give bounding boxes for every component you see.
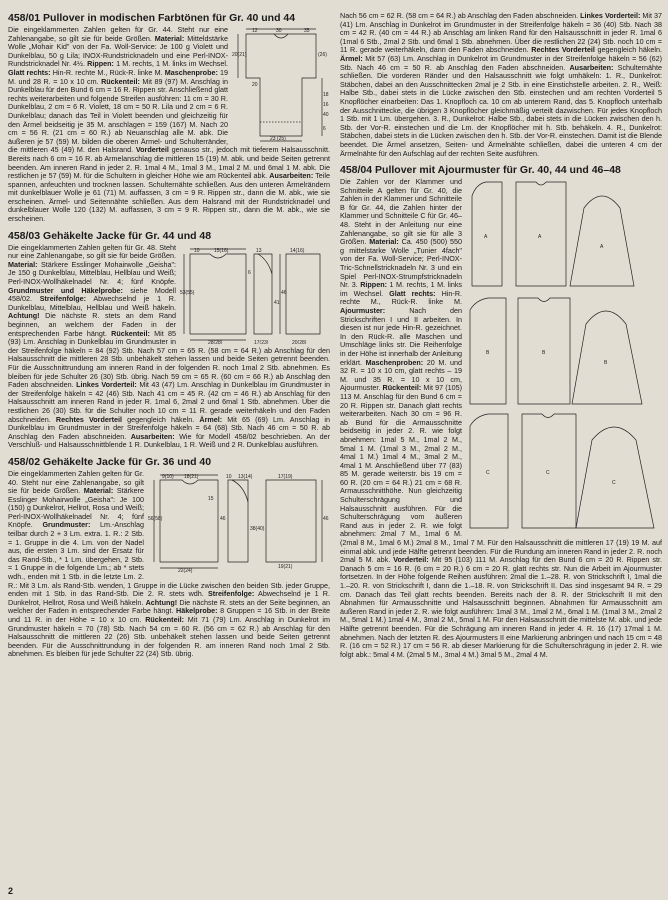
diagram-label: C [612, 480, 616, 487]
ajourmuster-label: Ajourmuster: [340, 306, 386, 315]
section-458-02-continued [340, 12, 662, 158]
aermel-text: Mit 65 (69) Lm. Anschlag in Dunkelblau im Grundmuster in der Streifenfolge häkeln = 64 (68) Stb. Nach 46 cm = 50 R. ab Anschlag den Faden abschneiden. [8, 414, 330, 441]
diagram-label: A [484, 234, 488, 241]
diagram-label: 17(23) [254, 339, 269, 344]
diagram-label: 22(24) [178, 567, 193, 574]
section-458-04 [340, 164, 662, 659]
intro-text: Die eingeklammerten Zahlen gelten für Gr. 40. Steht nur eine Zahlenangabe, so gilt sie für beide Größen. [8, 468, 144, 496]
diagram-label: 10 [194, 247, 200, 254]
diagram-label: 13(14) [238, 473, 253, 480]
diagram-label: 20(21) [232, 52, 247, 58]
maschenprobe-label: Maschenproben: [365, 357, 424, 367]
vorderteil-text: genauso str., jedoch mit tieferem Halsausschnitt. Bereits nach 6 cm = 16 R. ab Armelanschlag die mittleren 15 (19) M. abk. und beide Seiten getrennt beenden. Am inneren Rand in jeder 2. R. 1mal 4 M., 1mal 3 M., 1mal 2 M. und 6mal 1 M. abk. Die restlichen je 57 (59) M. für die Schultern in gleicher Höhe wie am Rückenteil abk. [8, 145, 330, 181]
diagram-label: B [604, 360, 608, 367]
rueckenteil-text: Mit 97 (105) 113 M. Anschlag für den Bund 6 cm = 20 R. Rippen str. Danach glatt rechts weiterarbeiten. Nach 30 cm = 96 R. ab Bund für die Armausschnitte beidseitig in jeder 2. R. wie folgt abnehmen: 1mal 5 M., 1mal 2 M., 5mal 1 M. (1mal 3 M., 2mal 2 M., 4mal 1 M.) 1mal 4 M., 3mal 2 M., 4mal 1 M. Anschließend über 77 (83) 85 M. gerade weiterstr. bis 19 cm = 60 R. (20 cm = 64 R.) 21 cm = 68 R. Armausschnitthöhe. Nun gleichzeitig Schulterschrägung und Halsausschnitt ausführen. Für die Schulterschrägung vom äußeren Rand aus in jeder 2. R. wie folgt abnehmen: 2mal 7 M., 1mal 6 M. (2mal 8 M., 1mal 6 M.) 2mal 8 M., 1mal 7 M. Für den Halsausschnitt die mittleren 17 (19) 19 M. auf einmal abk. und jede Hälfte getrennt beenden. Für die Rundung am inneren Rand in jeder 2. R. noch 2mal 5 M. abk. [340, 383, 662, 565]
diagram-label: 46 [323, 515, 329, 522]
section-458-01 [8, 12, 330, 224]
section-title: 458/03 Gehäkelte Jacke für Gr. 44 und 48 [8, 229, 212, 242]
vorderteil-text: Mit 95 (103) 111 M. Anschlag für den Bund 6 cm = 20 R. Rippen str. Danach 5 cm = 16 R. (6 cm = 20 R.) 6 cm = 20 R. glatt rechts str. Nun die Arbeit im Ajourmuster fortsetzen. In der Höhe folgende Reihen ausführen: 2mal die 1.–28. R. von Strickschrift I, 1mal die 1.–20. R. von Strickschrift I, dann die 1.–18. R. von Strickschrift II. Das sind insgesamt 94 R. = 29 cm. Danach das Teil glatt rechts beenden. Bereits nach der 8. R. der Strickschrift II mit den Abnahmen für Armausschnitte und Halsausschnitt beginnen. Abnahmen für Armausschnitt am äußeren Rand in jeder 2. R. wie folgt ausführen: 1mal 3 M., 1mal 2 M., 6mal 1 M. (1mal 3 M., 2mal 2 M., 5mal 1 M.) 1mal 4 M., 3mal 2 M., 5mal 1 M. Für den Halsausschnitt die mittelste M. abk. und jede Hälfte getrennt beenden. Für die Schrägung am inneren Rand in jeder 4. R. 16 (17) 17mal 1 M. abnehmen. Nach der letzten R. des Ajourmusters II eine Markierung anbringen und nach 15 cm = 48 R. (16 cm = 52 R.) 17 cm = 56 R. ab dieser Markierung für die Schulterschrägung in jeder 2. R. wie folgt abk.: 5mal 4 M. (2mal 5 M., 3mal 4 M.) 3mal 5 M., 2mal 4 M. [340, 555, 662, 659]
material-text: Stärkere Esslinger Mohairwolle „Geisha": Je 100 (150) g Dunkelrot, Hellrot, Rosa und Weiß; Perl-INOX-Wollhäkelnadel Nr. 4; fünf Knöpfe. [8, 486, 144, 530]
grundmuster-label: Grundmuster und Häkelprobe: [8, 285, 123, 295]
material-label: Material: [83, 486, 114, 496]
intro-text: Die Zahlen vor der Klammer und Schnitteile A gelten für Gr. 40, die Zahlen in der Klammer und Schnitteile B für Gr. 44, die Zahlen hinter der Klammer und Schnitteile C für Gr. 46–48. Steht in der Anleitung nur eine Zahlenangabe, so gilt sie für alle 3 Größen. [340, 177, 462, 247]
linkes-vorderteil-label: Linkes Vorderteil: [76, 380, 137, 390]
rechtes-vorderteil-label: Rechtes Vorderteil [55, 414, 123, 424]
rippen-text: 1 M. rechts, 1 M. links im Wechsel. [116, 59, 228, 69]
streifenfolge-label: Streifenfolge: [207, 589, 255, 599]
diagram-label: 14(16) [290, 247, 305, 254]
achtung-text: Die nächste R. stets an der Seite beginnen, an welcher der Faden in entsprechender Farbe hängt. [8, 597, 330, 616]
vorderteil-label: Vorderteil: [393, 555, 429, 565]
section-458-03 [8, 230, 330, 450]
diagram-label: 23 (25) [270, 136, 286, 142]
section-title: 458/04 Pullover mit Ajourmuster für Gr. 40, 44 und 46–48 [340, 164, 621, 177]
maschenprobe-text: 20 M. und 32 R. = 10 x 10 cm, glatt rechts – 19 M. und 35 R. = 10 x 10 cm, Ajourmuster. [340, 357, 463, 393]
diagram-label: 6 [323, 126, 326, 132]
diagram-label: C [486, 470, 490, 477]
rueckenteil-label: Rückenteil: [111, 328, 150, 338]
diagram-label: A [538, 234, 542, 241]
material-text: Mitteldstärke Wolle „Mohair Kid" von der Fa. Woll-Service: Je 100 g Violett und Dunkelblau, 50 g Lila; INOX-Rundstricknadeln und eine Perl-INOX-Rundstricknadel Nr. 4½. [8, 33, 229, 69]
achtung-label: Achtung! [145, 597, 178, 607]
schematic-diagram-458-01 [232, 26, 330, 144]
diagram-label: A [600, 244, 604, 251]
aermel-label: Ärmel: [340, 53, 363, 63]
haekelprobe-label: Häkelprobe: [176, 606, 218, 616]
haekelprobe-text: 8 Gruppen = 16 Stb. in der Breite und 11 R. in der Höhe = 10 x 10 cm. [8, 606, 330, 624]
diagram-label: 17(19) [278, 473, 293, 480]
rueckenteil-text: Mit 89 (97) M. Anschlag in Dunkelblau für den Bund 6 cm = 16 R. Rippen str. Anschließend glatt rechts weiterarbeiten und folgende Streifen ausführen: 11 cm = 30 R. Dunkelblau, 2 cm = 6 R. Violett, 18 cm = 50 R. Lila und 2 cm = 6 R. Dunkelblau; danach das Teil in Violett beenden und gleichzeitig für den Ärmel beidseitig je 35 M. anschlagen = 159 (167) M. Nach 20 cm = 56 R. (21 cm = 60 R.) ab Neuanschlag alle M. abk. Die äußeren je 57 (59) M. bilden die oberen Ärmel- und Schulterränder, die mittleren 45 (49) M. den Halsrand. [8, 76, 229, 155]
streifenfolge-text: Abwechselnd je 1 R. Dunkelblau, Mittelblau, Hellblau und Weiß häkeln. [8, 294, 176, 312]
diagram-label: 12 [252, 28, 258, 34]
diagram-label: 6 [248, 269, 251, 276]
right-column [340, 12, 662, 892]
continued-text: Nach 56 cm = 62 R. (58 cm = 64 R.) ab Anschlag den Faden abschneiden. [340, 12, 579, 20]
schematic-diagram-458-02 [148, 470, 330, 574]
diagram-label: 40 [323, 112, 329, 118]
aermel-text: Mit 57 (63) Lm. Anschlag in Dunkelrot im Grundmuster in der Streifenfolge häkeln = 56 (62) Stb. Nach 46 cm = 50 R. ab Anschlag den Faden abschneiden. [340, 53, 662, 72]
glatt-text: Hin-R. rechte M., Rück-R. linke M. [52, 67, 163, 77]
diagram-label: 18 [323, 92, 329, 98]
schematic-diagram-458-03 [180, 244, 330, 344]
intro-text: Die eingeklammerten Zahlen gelten für Gr. 48. Steht nur eine Zahlenangabe, so gilt sie für beide Größen. [8, 242, 176, 261]
diagram-label: 15(16) [214, 247, 229, 254]
diagram-label: 30 [276, 28, 282, 34]
diagram-label: 41 [274, 299, 280, 306]
diagram-label: (26) [318, 52, 327, 58]
diagram-label: 46 [220, 515, 226, 522]
page-number: 2 [8, 886, 14, 896]
ajourmuster-text: Nach den Strickschriften I und II arbeiten. In diesen ist nur jede Hin-R. gezeichnet. In den Rück-R. alle Maschen und Umschläge links str. Die Reihenfolge in der Höhe ist innerhalb der Anleitung erklärt. [340, 306, 462, 367]
diagram-label: 15 [208, 495, 214, 502]
diagram-label: 10 [226, 473, 232, 480]
ausarbeiten-text: Wie für Modell 458/02 beschrieben. An der Verschluß- und Halsausschnittblende 1 R. Dunkelblau, 1 R. Weiß und 2 R. Dunkelblau ausführen. [8, 431, 330, 450]
material-text: Stärkere Esslinger Mohairwolle „Geisha": Je 150 g Dunkelblau, Mittelblau, Hellblau und Weiß; Perl-INOX-Wollhäkelnadel Nr. 4; fünf Knöpfe. [8, 259, 177, 287]
aermel-label: Ärmel: [199, 414, 223, 424]
vorderteil-label: Vorderteil [135, 145, 169, 155]
achtung-label: Achtung! [8, 311, 40, 321]
section-text [340, 12, 662, 158]
rippen-text: 1 M. rechts, 1 M. links im Wechsel. [340, 280, 463, 298]
diagram-label: C [546, 470, 550, 477]
diagram-label: 56(58) [148, 515, 163, 522]
diagram-label: 28(28) [208, 339, 223, 344]
linkes-vorderteil-label: Linkes Vorderteil: [580, 12, 641, 20]
rippen-label: Rippen: [360, 280, 387, 290]
diagram-label: 20(28) [292, 339, 307, 344]
linkes-vorderteil-text: Mit 37 (41) Lm. Anschlag in Dunkelrot im Grundmuster in der Streifenfolge häkeln = 36 (40) Stb. Nach 38 cm = 42 R. (40 cm = 44 R.) ab Anschlag am linken Rand für den Halsausschnitt in jeder R. 1mal 6 (1mal 6 Stb., 2mal 2 Stb. und 6mal 1 Stb. abnehmen. Über die restlichen 22 (24) Stb. noch 10 cm = 11 R. gerade weiterhäkeln, dann den Faden abschneiden. [340, 12, 662, 55]
rechtes-vorderteil-text: gegengleich häkeln. [597, 45, 662, 55]
material-text: Ca. 450 (500) 550 g mittelstarke Wolle „Tunier 4fach" von der Fa. Woll-Service; Perl-INOX-Tric-Schnellstricknadeln Nr. 3 und ein Spiel Perl-INOX-Strumpfstricknadeln Nr. 3. [340, 237, 462, 290]
schematic-diagram-458-04 [466, 178, 662, 534]
rueckenteil-text: Mit 85 (93) Lm. Anschlag in Dunkelblau im Grundmuster in der Streifenfolge häkeln = 84 (92) Stb. Nach 57 cm = 65 R. (58 cm = 64 R.) ab Anschlag für den Halsausschnitt die mittleren 28 Stb. unbehäkelt stehen lassen und beide Seiten getrennt beenden. Für die Ausschnittrundung am inneren Rand in der folgenden R. noch 1mal 2 Stb. abnehmen. Es bleiben für jede Schulter 26 (30) Stb. übrig. Nach 59 cm = 65 R. (60 cm = 66 R.) ab Anschlag den Faden abschneiden. [8, 328, 330, 390]
glatt-label: Glatt rechts: [389, 288, 436, 298]
linkes-vorderteil-text: Mit 43 (47) Lm. Anschlag in Dunkelblau im Grundmuster in der Streifenfolge häkeln = 42 (46) Stb. Nach 41 cm = 45 R. (42 cm = 46 R.) ab Anschlag für den Halsausschnitt am inneren Rand in jeder R. 1mal 6, 2mal 2 und 6mal 1 Stb. abnehmen. Über die restlichen 26 (30) Stb. für die Schulter noch 10 cm = 11 R. gerade weiterhäkeln und den Faden abschneiden. [8, 380, 330, 424]
rueckenteil-label: Rückenteil: [382, 383, 422, 393]
ausarbeiten-text: Teile spannen, anfeuchten und trocknen lassen. Schulternähte schließen. Aus den unteren Ärmelrändern mit dunkelblauer Wolle je 61 (71) M. auffassen, 3 cm = 9 R. Rippen str., dann die M. abk., wie sie erscheinen. Ärmel- und Seitennähte schließen. Aus dem Halsrand mit der Rundstricknadel und dunkelblauer Wolle 120 (132) M. auffassen, 3 cm = 9 R. Rippen str., dann die M. abk., wie sie erscheinen. [8, 171, 330, 224]
diagram-label: 13 [256, 247, 262, 254]
rueckenteil-text: Mit 71 (79) Lm. Anschlag in Dunkelrot im Grundmuster häkeln = 70 (78) Stb. Nach 54 cm = 60 R. (56 cm = 62 R.) ab Anschlag für den Halsausschnitt die mittleren 22 (26) Stb. unbehäkelt stehen lassen und beide Seiten getrennt beenden. Für die Ausschnittrundung in der folgenden R. am inneren Rand noch 1mal 2 Stb. abnehmen. Es bleiben für jede Schulter 22 (24) Stb. übrig. [8, 615, 330, 659]
diagram-label: B [542, 350, 546, 357]
maschenprobe-label: Maschenprobe: [164, 67, 218, 77]
glatt-text: Hin-R. rechte M., Rück-R. linke M. [340, 288, 463, 307]
streifenfolge-label: Streifenfolge: [39, 294, 87, 304]
streifenfolge-text: Abwechselnd je 1 R. Dunkelrot, Hellrot, Rosa und Weiß häkeln. [8, 589, 330, 607]
intro-text: Die eingeklammerten Zahlen gelten für Gr. 44. Steht nur eine Zahlenangabe, so gilt sie für beide Größen. [8, 25, 228, 43]
section-title: 458/01 Pullover in modischen Farbtönen für Gr. 40 und 44 [8, 12, 296, 24]
diagram-label: B [486, 350, 490, 357]
rueckenteil-label: Rückenteil: [145, 615, 184, 624]
diagram-label: 19(21) [278, 563, 293, 570]
grundmuster-text: siehe Modell 458/02. [8, 285, 177, 304]
ausarbeiten-label: Ausarbeiten: [269, 171, 314, 181]
rueckenteil-label: Rückenteil: [101, 76, 140, 86]
left-column [8, 12, 330, 892]
achtung-text: Die nächste R. stets an dem Rand beginnen, an welchem der Faden in der entsprechenden Farbe hängt. [8, 311, 177, 338]
diagram-label: 46 [281, 289, 287, 296]
rechtes-vorderteil-label: Rechtes Vorderteil [531, 45, 595, 55]
material-label: Material: [369, 237, 399, 247]
diagram-label: 20 [252, 82, 258, 88]
diagram-label: 38(40) [250, 525, 265, 532]
grundmuster-text: Lm.-Anschlag teilbar durch 2 + 3 Lm. extra. 1. R.: 2 Stb. = 1. Gruppe in die 4. Lm. von der Nadel aus, die ersten 3 Lm. sind der Ersatz für das Rand-Stb., * 1 Lm. übergehen, 2 Stb. = 1 Gruppe in die folgende Lm.; ab * stets wdh., enden mit 1 Stb. in die letzte Lm. 2. R.: Mit 3 Lm. als Rand-Stb. wenden, 1 Gruppe in die Lücke zwischen den beiden Stb. jeder Gruppe, enden mit 1 Stb. in das Rand-Stb. Die 2. R. stets wdh. [8, 520, 330, 599]
diagram-label: 9(10) [162, 473, 174, 480]
material-label: Material: [154, 33, 185, 43]
ausarbeiten-label: Ausarbeiten: [130, 431, 175, 441]
ausarbeiten-label: Ausarbeiten: [569, 62, 614, 72]
material-label: Material: [8, 259, 38, 269]
section-title: 458/02 Gehäkelte Jacke für Gr. 36 und 40 [8, 455, 212, 468]
diagram-label: 18(21) [184, 473, 199, 480]
diagram-label: 53(55) [180, 289, 195, 296]
section-458-02 [8, 456, 330, 659]
ausarbeiten-text: Schulternähte schließen. Die vorderen Ränder und den Halsausschnitt wie folgt umhäkeln: 1. R., Dunkelrot: Stäbchen, dabei an den Ausschnittecken 2mal je 2 Stb. in eine Einstichstelle arbeiten. 2. R., Weiß: Halbe Stb., dabei stets in die Lücke zwischen den Stb. einstechen und am rechten Vorderteil 5 Knopflöcher einarbeiten: Das 1. Knopfloch ca. 10 cm ab unterem Rand, das 5. Knopfloch unterhalb der Ausschnittecke, die übrigen 3 Knopflöcher gleichmäßig verteilt dazwischen. Für jedes Knopfloch 1 Stb. mit 1 Lm. übergehen. 3. R., Dunkelrot: Halbe Stb., dabei stets in die Lücken zwischen den h. Stb. der Vor-R. einstechen und die Lm. der Knopflöcher mit h. Stb. behäkeln. 4. R., Dunkelrot: Stäbchen, dabei stets in die Lücken zwischen den h. Stb. der Vor-R. einstechen. Damit ist die Blende beendet. Die Ärmel ansetzen, Seiten- und Ärmelnähte schließen, dabei die unteren 4 cm der Ärmelnähte für den Aufschlag auf der rechten Seite ausführen. [340, 62, 662, 158]
glatt-label: Glatt rechts: [8, 67, 51, 77]
grundmuster-label: Grundmuster: [42, 520, 91, 530]
maschenprobe-text: 19 M. und 28 R. = 10 x 10 cm. [8, 67, 229, 86]
rechtes-vorderteil-text: gegengleich häkeln. [127, 414, 195, 424]
diagram-label: 16 [323, 102, 329, 108]
rippen-label: Rippen: [87, 59, 114, 69]
diagram-label: 35 [304, 28, 310, 34]
